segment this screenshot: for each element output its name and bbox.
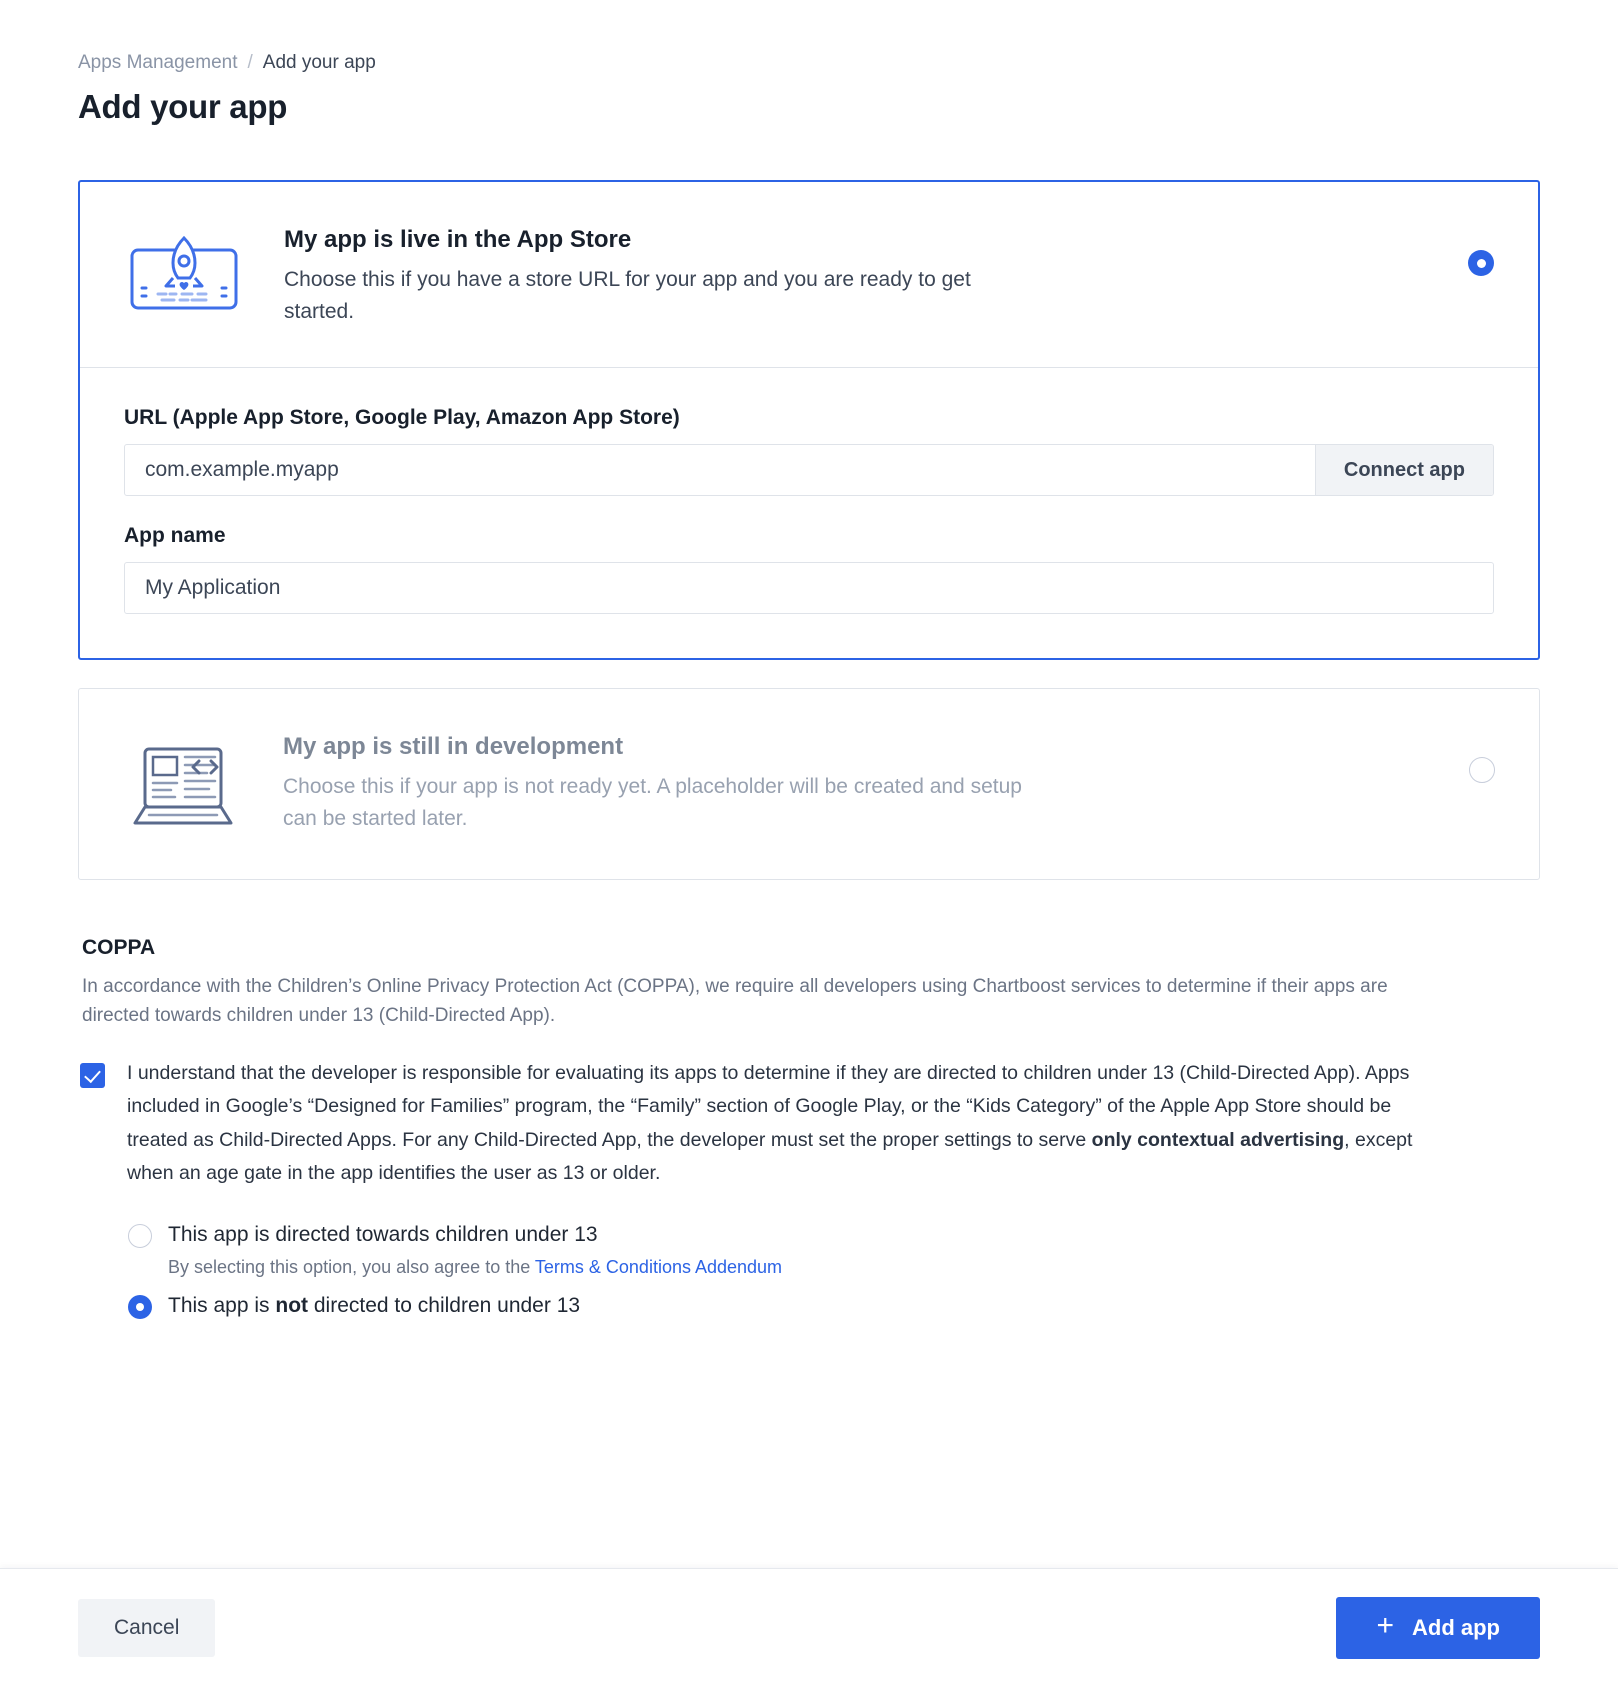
coppa-option-not-directed[interactable] xyxy=(128,1292,1538,1320)
coppa-acknowledgement-checkbox[interactable] xyxy=(80,1063,105,1088)
coppa-option-directed-sub xyxy=(168,1257,1538,1278)
add-app-button-label: Add app xyxy=(1412,1614,1500,1640)
coppa-title: COPPA xyxy=(82,936,156,959)
coppa-ack-part1: I understand that the developer is responsible for evaluating its apps to determine if they are directed to children under 13 (Child-Directed App). Apps included in Google’s “Designed for Families” program, the “Family” section of Google Play, or the “Kids Category” of the Apple App Store should be treated as Child-Directed Apps. For any Child-Directed App, the developer must set the proper settings to serve xyxy=(127,1061,1410,1151)
breadcrumb xyxy=(78,52,1540,74)
coppa-option-directed-sub-text: By selecting this option, you also agree to the xyxy=(168,1257,535,1278)
coppa-option-directed-radio[interactable] xyxy=(128,1224,152,1248)
connect-app-button[interactable]: Connect app xyxy=(1315,445,1493,495)
option-development-header[interactable] xyxy=(79,689,1539,879)
terms-conditions-addendum-link[interactable]: Terms & Conditions Addendum xyxy=(534,1257,783,1278)
coppa-not-directed-part2: directed to children under 13 xyxy=(308,1294,581,1318)
option-development-title: My app is still in development xyxy=(283,733,624,760)
coppa-option-not-directed-radio[interactable] xyxy=(128,1295,152,1319)
app-name-field-label: App name xyxy=(124,524,226,547)
breadcrumb-current: Add your app xyxy=(262,52,376,73)
coppa-option-not-directed-label xyxy=(168,1292,580,1320)
coppa-radio-list xyxy=(128,1221,1538,1321)
page-title: Add your app xyxy=(78,88,288,125)
coppa-not-directed-part1: This app is xyxy=(168,1294,276,1318)
coppa-acknowledgement-row xyxy=(80,1057,1538,1191)
breadcrumb-parent-link[interactable]: Apps Management xyxy=(78,52,238,73)
option-card-development[interactable] xyxy=(78,688,1540,880)
add-app-button[interactable] xyxy=(1336,1597,1540,1659)
coppa-option-directed[interactable] xyxy=(128,1221,1538,1249)
plus-icon: + xyxy=(1376,1608,1394,1642)
breadcrumb-separator: / xyxy=(247,52,253,73)
url-input-row xyxy=(124,444,1494,496)
coppa-section xyxy=(78,936,1540,1321)
coppa-ack-part2: , except when an age gate in the app identifies the user as 13 or older. xyxy=(127,1128,1413,1185)
option-development-description: Choose this if your app is not ready yet. A placeholder will be created and setup can be started later. xyxy=(283,775,1022,830)
live-app-form xyxy=(80,367,1538,658)
spacer xyxy=(78,660,1540,688)
option-live-radio[interactable] xyxy=(1468,250,1494,276)
coppa-intro: In accordance with the Children’s Online Privacy Protection Act (COPPA), we require all developers using Chartboost services to determine if their apps are directed towards children under 13 (Child-Directed App). xyxy=(82,976,1388,1027)
laptop-code-icon xyxy=(123,731,243,839)
url-field-label: URL (Apple App Store, Google Play, Amazon App Store) xyxy=(124,406,680,429)
coppa-acknowledgement-text xyxy=(127,1057,1427,1191)
coppa-ack-bold: only contextual advertising xyxy=(1091,1128,1345,1151)
option-card-live[interactable] xyxy=(78,180,1540,660)
option-live-description: Choose this if you have a store URL for your app and you are ready to get started. xyxy=(284,268,971,323)
app-name-input[interactable] xyxy=(124,562,1494,614)
option-development-radio[interactable] xyxy=(1469,757,1495,783)
coppa-option-directed-label: This app is directed towards children under 13 xyxy=(168,1223,598,1246)
option-development-texts xyxy=(283,731,1429,834)
url-input[interactable] xyxy=(125,445,1315,495)
option-live-texts xyxy=(284,224,1428,327)
coppa-not-directed-bold: not xyxy=(275,1294,309,1318)
option-live-header[interactable] xyxy=(80,182,1538,367)
form-footer xyxy=(0,1568,1618,1686)
cancel-button[interactable]: Cancel xyxy=(78,1599,215,1657)
rocket-launch-icon xyxy=(124,224,244,320)
option-live-title: My app is live in the App Store xyxy=(284,226,632,253)
